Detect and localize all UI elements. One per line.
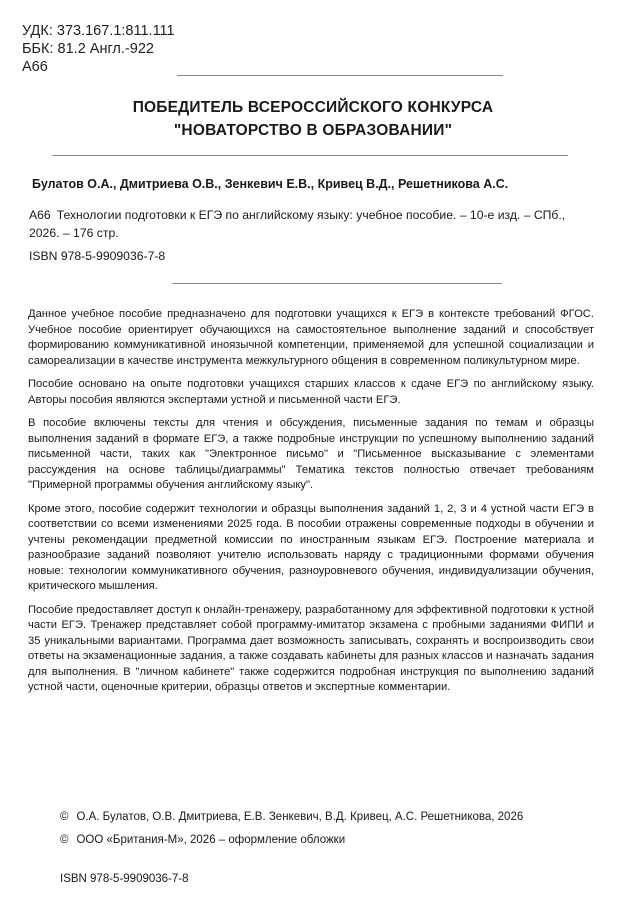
copyright-icon: © bbox=[60, 834, 69, 846]
paragraph: Данное учебное пособие предназначено для подготовки учащихся к ЕГЭ в контексте требований ФГОС. Учебное пособие ориентирует обучающихся на самостоятельное выполнение заданий и способствует формированию коммуникативной иноязычной компетенции, применяемой для успешной социализации и самореализации в качестве инструмента межкультурного общения в современном поликультурном мире. bbox=[28, 308, 594, 367]
isbn-record: ISBN 978-5-9909036-7-8 bbox=[29, 249, 166, 263]
classification-block bbox=[22, 22, 175, 76]
copyright-authors-text: О.А. Булатов, О.В. Дмитриева, Е.В. Зенкевич, В.Д. Кривец, А.С. Решетникова, 2026 bbox=[76, 811, 524, 823]
paragraph: Пособие предоставляет доступ к онлайн-тренажеру, разработанному для эффективной подготовки к устной части ЕГЭ. Тренажер представляет собой программу-имитатор экзамена с пробными заданиями ФИПИ и 35 уникальными вариантами. Программа дает возможность записывать, сохранять и воспроизводить свои ответы на экзаменационные задания, а также создавать кабинеты для разных классов и назначать задания для выполнения. В "личном кабинете" также содержится подробная инструкция по выполнению заданий устной части, оценочные критерии, образцы ответов и экспертные комментарии. bbox=[28, 603, 594, 693]
copyright-icon: © bbox=[60, 811, 69, 823]
copyright-publisher bbox=[60, 834, 345, 846]
paragraph: В пособие включены тексты для чтения и обсуждения, письменные задания по темам и образцы выполнения заданий в формате ЕГЭ, а также подробные инструкции по успешному выполнению заданий письменной части, таких как "Электронное письмо" и "Письменное высказывание с элементами рассуждения на основе таблицы/диаграммы" Тематика текстов полностью отвечает требованиям "Примерной программы обучения английскому языку". bbox=[28, 417, 594, 491]
udk-code: УДК: 373.167.1:811.111 bbox=[22, 23, 175, 39]
footer-isbn: ISBN 978-5-9909036-7-8 bbox=[60, 873, 189, 885]
authors-line: Булатов О.А., Дмитриева О.В., Зенкевич Е.В., Кривец В.Д., Решетникова А.С. bbox=[32, 177, 509, 191]
copyright-authors bbox=[60, 811, 523, 823]
paragraph: Кроме этого, пособие содержит технологии и образцы выполнения заданий 1, 2, 3 и 4 устной части ЕГЭ в соответствии со всеми изменениями 2025 года. В пособии отражены современные подходы в обучении и учтены рекомендации предметной комиссии по иностранным языкам ЕГЭ. Построение материала и разнообразие заданий позволяют учителю использовать наряду с традиционными формами обучения новые: технологии коммуникативного обучения, разноуровневого обучения, индивидуализации обучения, критического мышления. bbox=[28, 502, 594, 592]
divider-top bbox=[177, 75, 503, 76]
bibliographic-record bbox=[29, 206, 589, 242]
divider-mid bbox=[172, 283, 502, 284]
paragraph: Пособие основано на опыте подготовки учащихся старших классов к сдаче ЕГЭ по английскому языку. Авторы пособия являются экспертами устной и письменной части ЕГЭ. bbox=[28, 378, 594, 406]
copyright-publisher-text: ООО «Британия-М», 2026 – оформление обложки bbox=[76, 834, 346, 846]
award-title-line1: ПОБЕДИТЕЛЬ ВСЕРОССИЙСКОГО КОНКУРСА bbox=[132, 99, 494, 116]
annotation-text bbox=[28, 307, 594, 704]
divider-under-title bbox=[52, 155, 568, 156]
biblio-text: Технологии подготовки к ЕГЭ по английскому языку: учебное пособие. – 10-е изд. – СПб., 2026. – 176 стр. bbox=[29, 208, 566, 240]
award-title-line2: "НОВАТОРСТВО В ОБРАЗОВАНИИ" bbox=[173, 122, 453, 139]
award-title bbox=[0, 96, 626, 142]
biblio-code: А66 bbox=[29, 208, 51, 222]
author-sign: А66 bbox=[22, 59, 48, 75]
bbk-code: ББК: 81.2 Англ.-922 bbox=[22, 41, 154, 57]
